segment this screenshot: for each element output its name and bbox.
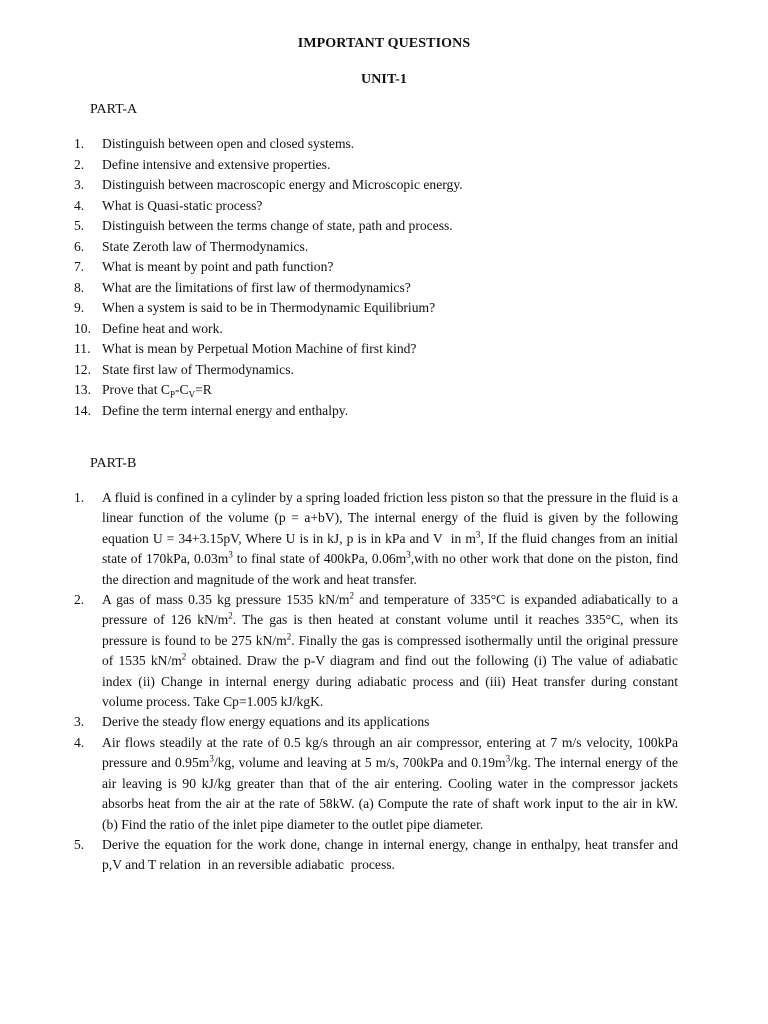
question-number: 3. bbox=[74, 714, 85, 730]
question-number: 8. bbox=[74, 279, 85, 295]
unit-heading: UNIT-1 bbox=[361, 72, 407, 87]
part-b-question-3 bbox=[74, 712, 678, 732]
question-number: 7. bbox=[74, 259, 85, 274]
question-text: Prove that $C_P-C_V=R$ bbox=[102, 382, 212, 400]
part-a-question-11 bbox=[74, 339, 678, 360]
part-a-question-list bbox=[74, 134, 678, 421]
question-number: 5. bbox=[74, 836, 85, 852]
question-number: 6. bbox=[74, 238, 85, 254]
question-number: 3. bbox=[74, 177, 85, 192]
question-text: A gas of mass 0.35 kg pressure 1535 $kN/m^2$ and temperature of 335°C is expanded adiabatically to a pressure of 126 $kN/m^2$. The gas is then heated at constant volume until it reaches 335°C, when its pressure is found to be 275 $kN/m^2$. Finally the gas is compressed isothermally until the original pressure of 1535 $kN/m^2$ obtained. Draw the p-V diagram and find out the following (i) The value of adiabatic index (ii) Change in internal energy during adiabatic process and (iii) Heat transfer during constant volume process. Take Cp=1.005 kJ/kgK. bbox=[102, 590, 679, 710]
document-title: IMPORTANT QUESTIONS bbox=[297, 36, 471, 51]
part-a-question-9 bbox=[74, 298, 678, 319]
question-text: Derive the steady flow energy equations and its applications bbox=[102, 714, 430, 730]
part-a-question-1 bbox=[74, 134, 678, 155]
question-text: Distinguish between the terms change of state, path and process. bbox=[102, 218, 453, 233]
question-number: 4. bbox=[74, 734, 85, 750]
question-text: Define intensive and extensive properties. bbox=[102, 156, 331, 172]
part-b-heading: PART-B bbox=[90, 456, 137, 471]
question-text: Define the term internal energy and enthalpy. bbox=[102, 402, 349, 418]
part-a-question-7 bbox=[74, 257, 678, 278]
part-a-question-8 bbox=[74, 278, 678, 299]
question-number: 10. bbox=[74, 320, 91, 336]
question-number: 5. bbox=[74, 218, 85, 233]
part-b-question-list bbox=[74, 488, 678, 876]
question-number: 12. bbox=[74, 361, 91, 377]
question-number: 2. bbox=[74, 156, 85, 172]
part-a-heading: PART-A bbox=[90, 102, 138, 117]
question-text: When a system is said to be in Thermodynamic Equilibrium? bbox=[102, 300, 436, 315]
question-number: 2. bbox=[74, 592, 85, 608]
question-text: State first law of Thermodynamics. bbox=[102, 361, 294, 377]
question-number: 4. bbox=[74, 197, 85, 213]
question-text: Define heat and work. bbox=[102, 320, 223, 336]
question-text: Air flows steadily at the rate of 0.5 kg/s through an air compressor, entering at 7 m/s velocity, 100kPa pressure and $0.95m^3/kg$, volume and leaving at 5 m/s, 700kPa and $0.19m^3/kg$. The internal energy of the air leaving is 90 kJ/kg greater than that of the air entering. Cooling water in the compressor jackets absorbs heat from the air at the rate of 58kW. (a) Compute the rate of shaft work input to the air in kW. (b) Find the ratio of the inlet pipe diameter to the outlet pipe diameter. bbox=[102, 734, 679, 832]
question-number: 1. bbox=[74, 136, 85, 151]
question-text: What are the limitations of first law of thermodynamics? bbox=[102, 279, 411, 295]
question-number: 1. bbox=[74, 490, 85, 505]
part-a-question-13 bbox=[74, 380, 678, 401]
part-b-question-4 bbox=[74, 733, 678, 835]
part-a-question-5 bbox=[74, 216, 678, 237]
question-number: 9. bbox=[74, 300, 85, 315]
part-a-question-10 bbox=[74, 319, 678, 340]
part-a-question-6 bbox=[74, 237, 678, 258]
part-a-question-3 bbox=[74, 175, 678, 196]
question-text: What is meant by point and path function? bbox=[102, 259, 334, 274]
question-text: Distinguish between macroscopic energy and Microscopic energy. bbox=[102, 177, 463, 192]
part-a-question-14 bbox=[74, 401, 678, 422]
question-text: Distinguish between open and closed systems. bbox=[102, 136, 355, 151]
part-a-question-2 bbox=[74, 155, 678, 176]
question-number: 11. bbox=[74, 341, 91, 356]
part-b-question-1 bbox=[74, 488, 678, 590]
question-text: What is mean by Perpetual Motion Machine of first kind? bbox=[102, 341, 417, 356]
part-b-question-2 bbox=[74, 590, 678, 712]
question-text: What is Quasi-static process? bbox=[102, 197, 263, 213]
part-a-question-4 bbox=[74, 196, 678, 217]
question-text: Derive the equation for the work done, change in internal energy, change in enthalpy, heat transfer and p,V and T relation in an reversible adiabatic process. bbox=[102, 836, 678, 873]
part-b-question-5 bbox=[74, 835, 678, 876]
part-a-question-12 bbox=[74, 360, 678, 381]
question-number: 14. bbox=[74, 402, 91, 418]
question-number: 13. bbox=[74, 382, 91, 397]
question-text: A fluid is confined in a cylinder by a spring loaded friction less piston so that the pressure in the fluid is a linear function of the volume (p = a+bV), The internal energy of the fluid is given by the following equation U = 34+3.15pV, Where U is in kJ, p is in kPa and V in $m^3$, If the fluid changes from an initial state of 170kPa, $0.03m^3$ to final state of 400kPa, $0.06m^3,with$ no other work that done on the piston, find the direction and magnitude of the work and heat transfer. bbox=[102, 490, 678, 587]
question-text: State Zeroth law of Thermodynamics. bbox=[102, 238, 309, 254]
